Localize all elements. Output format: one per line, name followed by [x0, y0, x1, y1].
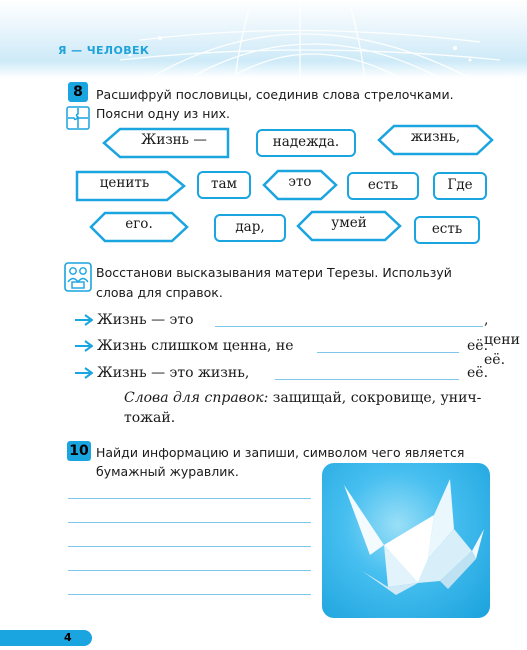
answer-line[interactable]: [68, 498, 311, 499]
word-card-text: там: [210, 176, 238, 192]
statement-ending: её.: [467, 365, 489, 381]
word-card[interactable]: [214, 214, 286, 242]
arrow-bullet-icon: [75, 367, 93, 379]
word-card[interactable]: [103, 129, 229, 157]
word-card-text: это: [288, 174, 312, 190]
statement-text: Жизнь — это жизнь,: [97, 365, 250, 381]
task-8-instruction-line2: Поясни одну из них.: [96, 106, 230, 121]
word-card-text: Где: [447, 177, 473, 193]
word-card-text: Жизнь —: [141, 132, 207, 148]
word-card[interactable]: [433, 172, 487, 200]
reference-words: [124, 388, 494, 408]
word-card[interactable]: [256, 129, 356, 157]
word-card-text: есть: [431, 221, 463, 237]
statement-item: [75, 363, 495, 383]
answer-line[interactable]: [68, 570, 311, 571]
task-9-instruction-line2: слова для справок.: [96, 285, 223, 300]
word-card[interactable]: [77, 172, 184, 200]
answer-blank[interactable]: [275, 365, 459, 380]
word-card[interactable]: [379, 126, 492, 154]
word-card[interactable]: [298, 212, 400, 240]
word-card[interactable]: [264, 171, 336, 199]
arrow-bullet-icon: [75, 314, 93, 326]
word-card[interactable]: [91, 213, 187, 241]
task-10-number: 10: [67, 441, 91, 461]
section-title: Я — ЧЕЛОВЕК: [58, 44, 150, 57]
reference-line2: тожай.: [124, 410, 176, 426]
reference-line1: защищай, сокровище, унич-: [268, 390, 482, 406]
statement-text: Жизнь — это: [97, 312, 194, 328]
answer-blank[interactable]: [317, 338, 459, 353]
word-card-text: ценить: [99, 175, 150, 191]
word-card-text: умей: [331, 215, 367, 231]
word-card[interactable]: [414, 216, 480, 244]
task-9-instruction-line1: Восстанови высказывания матери Терезы. Используй: [96, 265, 452, 280]
page-number-tab: [0, 630, 92, 646]
answer-line[interactable]: [68, 522, 311, 523]
reference-label: Слова для справок:: [124, 390, 269, 406]
word-card-text: надежда.: [272, 134, 340, 150]
pair-work-icon: [64, 262, 92, 292]
task-8-instruction-line1: Расшифруй пословицы, соединив слова стрелочками.: [96, 87, 454, 102]
word-card-text: жизнь,: [410, 129, 461, 145]
answer-line[interactable]: [68, 546, 311, 547]
page-number: 4: [64, 631, 72, 644]
task-10-instruction-line1: Найди информацию и запиши, символом чего является: [96, 445, 465, 460]
statement-text: Жизнь слишком ценна, не: [97, 338, 294, 354]
word-card[interactable]: [197, 171, 251, 199]
statement-ending: , цени её.: [484, 312, 520, 368]
answer-line[interactable]: [68, 594, 311, 595]
globe-decoration-icon: [0, 0, 527, 80]
task-10-instruction-line2: бумажный журавлик.: [96, 464, 239, 479]
answer-blank[interactable]: [215, 312, 483, 327]
word-card-text: дар,: [235, 219, 265, 235]
word-card[interactable]: [347, 172, 419, 200]
statement-ending: её.: [467, 338, 489, 354]
paper-crane-icon: [322, 463, 490, 618]
puzzle-icon: [66, 106, 90, 130]
word-card-text: есть: [367, 177, 399, 193]
arrow-bullet-icon: [75, 340, 93, 352]
paper-crane-photo: [322, 463, 490, 618]
word-card-text: его.: [125, 216, 153, 232]
task-8-number: 8: [68, 82, 88, 102]
statement-item: [75, 336, 495, 356]
